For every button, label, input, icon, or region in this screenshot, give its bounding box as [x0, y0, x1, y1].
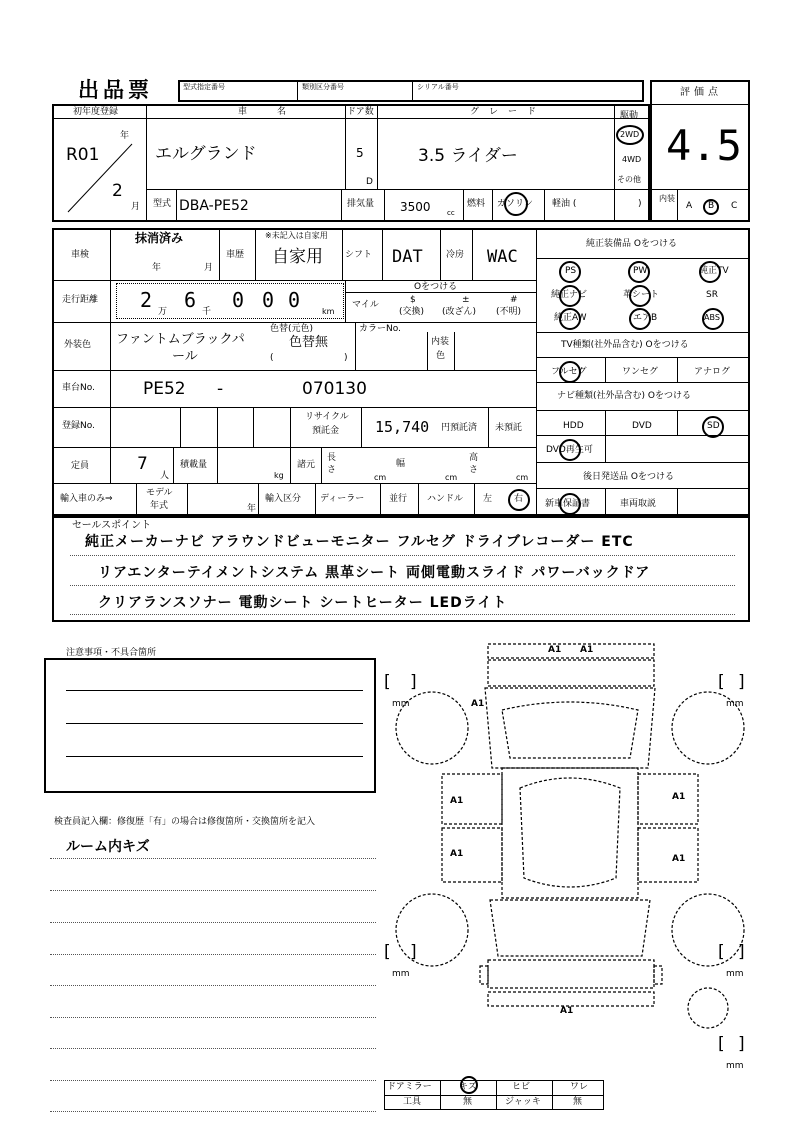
equip-airbag-circle [629, 308, 651, 330]
inspector-label: 検査員記入欄：修復歴「有」の場合は修復箇所・交換箇所を記入 [54, 817, 316, 827]
equip-ps: PS [565, 266, 577, 276]
car-name-value: エルグランド [155, 144, 257, 164]
navi-dvd-playback: DVD再生可 [546, 445, 593, 455]
fuel-gasoline: ガソリン [497, 199, 534, 209]
tread-spare-close: ] [738, 1034, 745, 1054]
shift-value: DAT [392, 247, 423, 267]
mirror-break: ワレ [570, 1082, 589, 1092]
tv-title: TV種類(社外品含む) Oをつける [561, 340, 689, 350]
door-suffix: D [366, 177, 373, 187]
model-year-label-1: モデル [146, 488, 173, 498]
damage-mark-left-rear-door: A1 [450, 849, 464, 859]
equip-abs: ABS [704, 313, 720, 322]
tread-fl-open: [ [384, 672, 391, 692]
equip-ps-circle [559, 261, 581, 283]
score-value: 4.5 [666, 121, 742, 170]
interior-grade-c: C [731, 201, 738, 211]
mileage-man-unit: 万 [158, 307, 168, 317]
exterior-color-label: 外装色 [64, 340, 92, 350]
navi-sd: SD [707, 421, 720, 431]
door-count-label: ドア数 [347, 107, 374, 117]
tv-fullseg-circle [559, 361, 581, 383]
displacement-label: 排気量 [347, 199, 375, 209]
model-type-label: 型式 [153, 199, 172, 209]
model-year-label-2: 年式 [150, 501, 169, 511]
recycle-label-2: 預託金 [312, 426, 340, 436]
tv-fullseg: フルセグ [551, 367, 587, 377]
reg-year-value: R01 [66, 145, 100, 165]
height-label-1: 高 [469, 453, 479, 463]
tread-spare-unit: mm [726, 1061, 744, 1071]
reg-month-unit: 月 [131, 202, 141, 212]
length-unit: cm [374, 473, 387, 482]
history-value: 自家用 [272, 247, 323, 267]
mileage-tamper: (改ざん) [442, 307, 477, 317]
grade-label: グレード [470, 107, 547, 117]
displacement-value: 3500 [400, 200, 431, 214]
tread-rr-unit: mm [726, 969, 744, 979]
later-docs-title: 後日発送品 Oをつける [583, 472, 674, 482]
grade-value: 3.5 ライダー [418, 146, 518, 166]
navi-title: ナビ種類(社外品含む) Oをつける [557, 391, 691, 401]
width-label: 幅 [396, 459, 406, 469]
equipment-title: 純正装備品 Oをつける [586, 239, 677, 249]
mileage-tamper-sym: ± [462, 295, 470, 305]
recycle-deposited: 円預託済 [441, 423, 478, 433]
reg-date-slash [60, 140, 140, 216]
mileage-circle-note: Oをつける [414, 282, 458, 292]
shaken-value: 抹消済み [135, 231, 184, 245]
damage-mark-hood-left: A1 [471, 699, 485, 709]
drive-2wd: 2WD [620, 130, 640, 139]
shaken-label: 車検 [71, 250, 90, 260]
chassis-label: 車台No. [62, 383, 95, 393]
tv-analog: アナログ [694, 367, 731, 377]
tread-rl-open: [ [384, 942, 391, 962]
damage-mark-rear: A1 [560, 1006, 574, 1016]
sales-point-line-1: 純正メーカーナビ アラウンドビューモニター フルセグ ドライブレコーダー ETC [85, 534, 634, 550]
later-docs-warranty-circle [559, 493, 581, 515]
tread-rr-close: ] [738, 942, 745, 962]
fuel-diesel-close: ) [638, 199, 642, 209]
damage-mark-left-front-door: A1 [450, 796, 464, 806]
drive-label: 駆動 [620, 111, 639, 121]
tread-spare-open: [ [718, 1034, 725, 1054]
capacity-value: 7 [137, 454, 148, 474]
height-label-2: さ [469, 465, 479, 475]
history-label: 車歴 [226, 250, 245, 260]
equip-airbag: エアB [633, 313, 658, 323]
tread-fr-unit: mm [726, 699, 744, 709]
score-label: 評価点 [680, 87, 722, 98]
jack-value: 無 [573, 1097, 583, 1107]
ac-value: WAC [487, 247, 518, 267]
mirror-scratch-circle [460, 1076, 478, 1094]
car-name-label: 車名 [238, 107, 317, 117]
later-docs-warranty: 新車保証書 [545, 499, 591, 509]
sales-point-line-2: リアエンターテイメントシステム 黒革シート 両側電動スライド パワーバックドア [98, 565, 651, 581]
interior-grade-a: A [686, 201, 693, 211]
import-only-label: 輸入車のみ⇒ [60, 494, 113, 504]
jack-label: ジャッキ [505, 1097, 541, 1107]
chassis-dash: - [217, 379, 224, 399]
fuel-label: 燃料 [467, 199, 486, 209]
form-title: 出品票 [78, 78, 153, 102]
tools-value: 無 [463, 1097, 473, 1107]
mirror-label: ドアミラー [387, 1082, 432, 1092]
header-id-row [178, 80, 644, 102]
registration-label: 登録No. [62, 421, 95, 431]
width-unit: cm [445, 473, 458, 482]
mileage-sen-unit: 千 [202, 307, 212, 317]
import-dealer: ディーラー [320, 494, 365, 504]
handle-right-circle [508, 489, 530, 511]
tread-fl-unit: mm [392, 699, 410, 709]
mileage-digit-1: 2 [140, 288, 153, 312]
model-year-unit: 年 [247, 504, 257, 514]
navi-playback-circle [559, 439, 581, 461]
navi-dvd: DVD [632, 421, 652, 431]
class-number-label: 類別区分番号 [302, 83, 344, 91]
shaken-year-unit: 年 [152, 263, 162, 273]
recycle-not-deposited: 未預託 [495, 423, 523, 433]
ac-label: 冷房 [446, 250, 465, 260]
caution-label: 注意事項・不具合箇所 [66, 648, 157, 658]
mileage-mile: マイル [352, 300, 379, 310]
equip-leather: 革シート [623, 290, 660, 300]
equip-leather-circle [629, 285, 651, 307]
repaint-value: 色替無 [289, 335, 329, 350]
model-type-value: DBA-PE52 [179, 198, 249, 214]
import-parallel: 並行 [389, 494, 408, 504]
tread-rl-unit: mm [392, 969, 410, 979]
length-label-2: さ [327, 465, 337, 475]
mileage-km-unit: km [322, 307, 335, 316]
reg-month-value: 2 [112, 181, 123, 201]
displacement-unit: cc [447, 209, 455, 217]
sales-point-line-3: クリアランスソナー 電動シート シートヒーター LEDライト [98, 595, 508, 611]
chassis-prefix: PE52 [143, 379, 186, 399]
shift-label: シフト [345, 250, 373, 260]
mileage-digit-5: 0 [288, 288, 301, 312]
equip-navi-circle [559, 285, 581, 307]
chassis-number: 070130 [302, 379, 367, 399]
repaint-paren-open: ( [270, 353, 274, 363]
exterior-color-value-1: ファントムブラックパ [116, 332, 245, 347]
handle-right: 右 [514, 494, 524, 504]
tread-fr-close: ] [738, 672, 745, 692]
handle-left: 左 [483, 494, 493, 504]
drive-4wd: 4WD [622, 155, 642, 164]
tread-fr-open: [ [718, 672, 725, 692]
equip-pw-circle [628, 261, 650, 283]
damage-mark-front-2: A1 [580, 645, 594, 655]
repaint-paren-close: ) [344, 353, 348, 363]
equip-aw: 純正AW [554, 313, 587, 323]
dims-label: 諸元 [297, 460, 316, 470]
mileage-label: 走行距離 [62, 295, 99, 305]
sales-points-label: セールスポイント [72, 520, 152, 531]
load-unit: kg [274, 471, 284, 480]
mileage-exchange: (交換) [399, 307, 425, 317]
mirror-crack: ヒビ [512, 1082, 531, 1092]
tv-oneseg: ワンセグ [622, 367, 659, 377]
model-designation-label: 型式指定番号 [183, 83, 225, 91]
equip-navi: 純正ナビ [551, 290, 588, 300]
equip-tv-circle [699, 261, 721, 283]
repaint-label: 色替(元色) [270, 324, 314, 334]
color-number-label: カラーNo. [359, 324, 401, 334]
damage-mark-right-rear-door: A1 [672, 854, 686, 864]
fuel-gasoline-circle [504, 192, 528, 216]
shaken-month-unit: 月 [204, 263, 214, 273]
door-count-value: 5 [356, 146, 364, 160]
later-docs-manual: 車両取説 [620, 499, 657, 509]
recycle-amount: 15,740 [375, 418, 430, 436]
reg-year-unit: 年 [120, 131, 130, 141]
length-label-1: 長 [327, 453, 337, 463]
capacity-label: 定員 [71, 461, 90, 471]
first-registration-label: 初年度登録 [73, 107, 119, 117]
fuel-diesel: 軽油 ( [552, 199, 577, 209]
caution-box [44, 658, 376, 793]
tools-label: 工具 [403, 1097, 422, 1107]
interior-color-label-2: 色 [436, 351, 446, 361]
handle-label: ハンドル [427, 494, 464, 504]
interior-grade-b-circle [703, 199, 719, 215]
exterior-color-value-2: ール [172, 349, 198, 364]
damage-mark-front-1: A1 [548, 645, 562, 655]
equip-sr: SR [706, 290, 718, 300]
navi-hdd: HDD [563, 421, 584, 431]
tread-fl-close: ] [410, 672, 417, 692]
capacity-unit: 人 [160, 471, 170, 481]
load-label: 積載量 [180, 460, 208, 470]
mileage-digit-2: 6 [184, 288, 197, 312]
damage-mark-right-front-door: A1 [672, 792, 686, 802]
equip-pw: PW [633, 266, 648, 276]
drive-2wd-circle [616, 125, 644, 145]
interior-color-label-1: 内装 [431, 337, 450, 347]
tread-rr-open: [ [718, 942, 725, 962]
serial-number-label: シリアル番号 [417, 83, 459, 91]
interior-grade-label-1: 内装 [659, 194, 675, 203]
height-unit: cm [516, 473, 529, 482]
import-class-label: 輸入区分 [265, 494, 302, 504]
inspector-note: ルーム内キズ [66, 839, 150, 855]
mileage-unknown: (不明) [496, 307, 522, 317]
equip-navi-tv: 純正TV [699, 266, 729, 276]
interior-grade-b: B [708, 201, 715, 211]
mileage-digit-4: 0 [262, 288, 275, 312]
mirror-scratch: キズ [459, 1082, 477, 1092]
mileage-exchange-sym: $ [410, 295, 416, 305]
mileage-unknown-sym: # [510, 295, 518, 305]
mileage-digit-3: 0 [232, 288, 245, 312]
recycle-label-1: リサイクル [305, 412, 349, 422]
history-note: ※未記入は自家用 [265, 231, 328, 240]
tread-rl-close: ] [410, 942, 417, 962]
equip-aw-circle [559, 308, 581, 330]
drive-other: その他 [617, 175, 641, 184]
equip-abs-circle [702, 308, 724, 330]
